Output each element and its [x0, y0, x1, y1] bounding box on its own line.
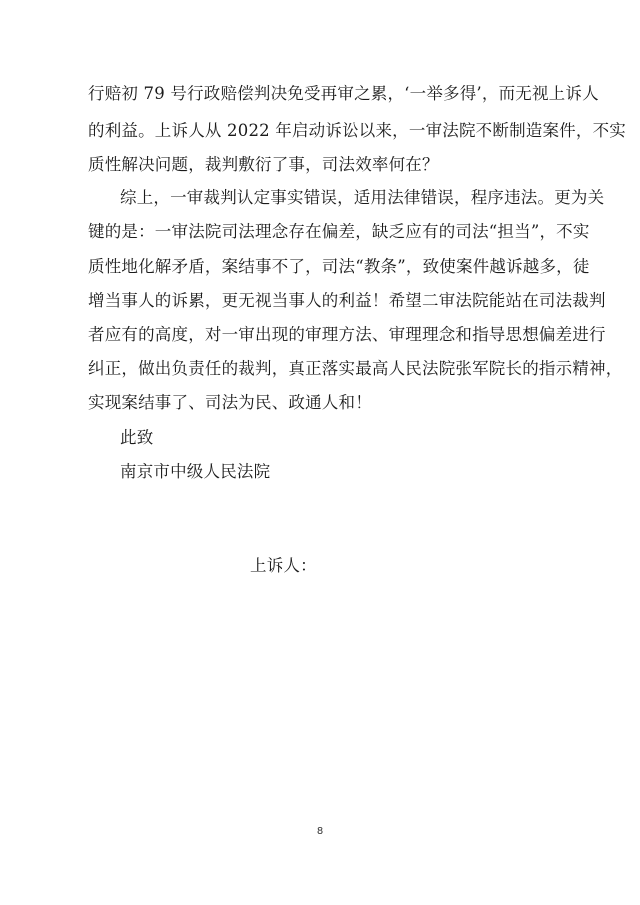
text-line: 质性解决问题，裁判敷衍了事，司法效率何在？	[88, 155, 439, 174]
text-line: 者应有的高度，对一审出现的审理方法、审理理念和指导思想偏差进行	[88, 325, 606, 344]
text-line: 纠正，做出负责任的裁判，真正落实最高人民法院张军院长的指示精神，	[88, 359, 623, 378]
text-line: 实现案结事了、司法为民、政通人和！	[88, 393, 372, 412]
text-line: 质性地化解矛盾，案结事不了，司法“教条”，致使案件越诉越多，徒	[88, 257, 590, 276]
salutation: 此致	[120, 428, 154, 447]
text-line: 的利益。上诉人从 2022 年启动诉讼以来，一审法院不断制造案件，不实	[88, 121, 626, 140]
text-line: 综上，一审裁判认定事实错误，适用法律错误，程序违法。更为关	[120, 188, 605, 207]
text-line: 行赔初 79 号行政赔偿判决免受再审之累，‘一举多得’，而无视上诉人	[88, 84, 599, 103]
addressee-court: 南京市中级人民法院	[120, 462, 271, 481]
text-line: 键的是：一审法院司法理念存在偏差，缺乏应有的司法“担当”，不实	[88, 222, 590, 241]
signature-label: 上诉人：	[250, 556, 317, 575]
text-line: 增当事人的诉累，更无视当事人的利益！希望二审法院能站在司法裁判	[88, 291, 606, 310]
page-number: 8	[316, 826, 324, 837]
